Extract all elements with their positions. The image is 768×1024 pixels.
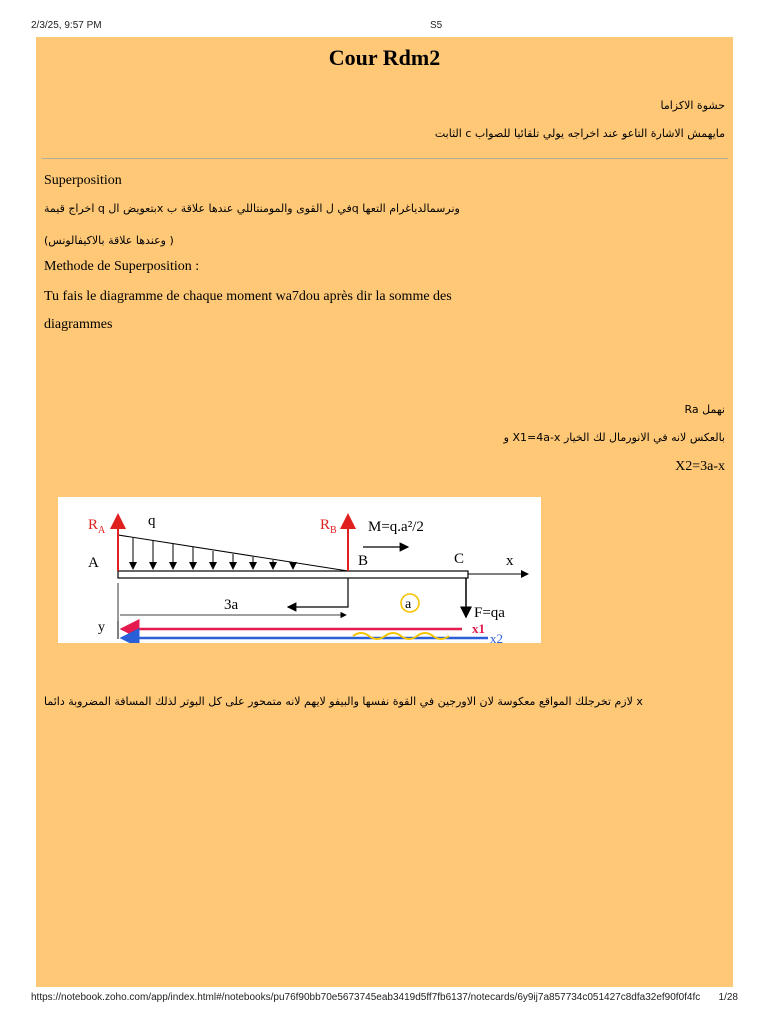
label-x-axis: x [506,553,514,569]
superposition-ar-1: ونرسمالدياغرام التعها qفي ل القوى والمومنتاللي عندها علاقة ب xبتعويض ال q اخراج قيمة [44,202,460,215]
print-datetime: 2/3/25, 9:57 PM [31,20,102,31]
bottom-note-ar: x لازم تخرجلك المواقع معكوسة لان الاورجين في القوة نفسها والبيفو لايهم لانه متمحور على كل البوتر لذلك المسافة المضروبة دائما [44,695,643,708]
superposition-heading: Superposition [44,173,122,188]
beam-diagram-svg [58,497,541,643]
label-y-axis: y [98,620,105,635]
methode-text-2: diagrammes [44,317,113,332]
label-3a: 3a [224,597,239,613]
load-arrows [133,538,293,569]
lever-arrow [288,578,348,607]
note-title: Cour Rdm2 [328,45,441,70]
x2-line: X2=3a-x [675,459,725,474]
label-ra: $R_A$ [88,517,106,536]
ra-line: نهمل Ra [684,403,725,416]
note-card [36,37,733,987]
beam [118,571,468,578]
label-rb: $R_B$ [320,517,337,536]
methode-heading: Methode de Superposition : [44,259,200,274]
label-a-dim: a [405,597,412,612]
x1-line: بالعكس لانه في الانورمال لك الخيار X1=4a-x و [503,431,725,444]
label-q: q [148,513,156,529]
beam-diagram [58,497,541,643]
print-url: https://notebook.zoho.com/app/index.html#/notebooks/pu76f90bb70e5673745eab3419d5ff7fb6137/notecards/6y9ij7a857734c051427c8dfa32ef90f0f4fc [31,992,701,1003]
print-page-number: 1/28 [718,992,738,1003]
note-line-ar-2: مايهمش الاشارة التاعو عند اخراجه يولي تلقائيا للصواب c الثابت [434,127,725,140]
label-moment: M=q.a²/2 [368,519,424,535]
print-footer [0,992,768,1006]
print-header [0,20,768,34]
superposition-ar-2: ( وعندها علاقة بالاكيفالونس) [44,234,174,247]
label-b-point: B [358,553,369,569]
label-force: F=qa [474,605,505,621]
note-line-ar-1: حشوة الاكزاما [660,99,725,112]
label-x2: x2 [490,631,503,643]
label-a-point: A [88,555,99,571]
label-c-point: C [454,551,465,567]
print-title: S5 [430,20,443,31]
divider [42,158,728,159]
methode-text-1: Tu fais le diagramme de chaque moment wa7dou après dir la somme des [44,289,452,304]
label-x1: x1 [472,621,485,636]
